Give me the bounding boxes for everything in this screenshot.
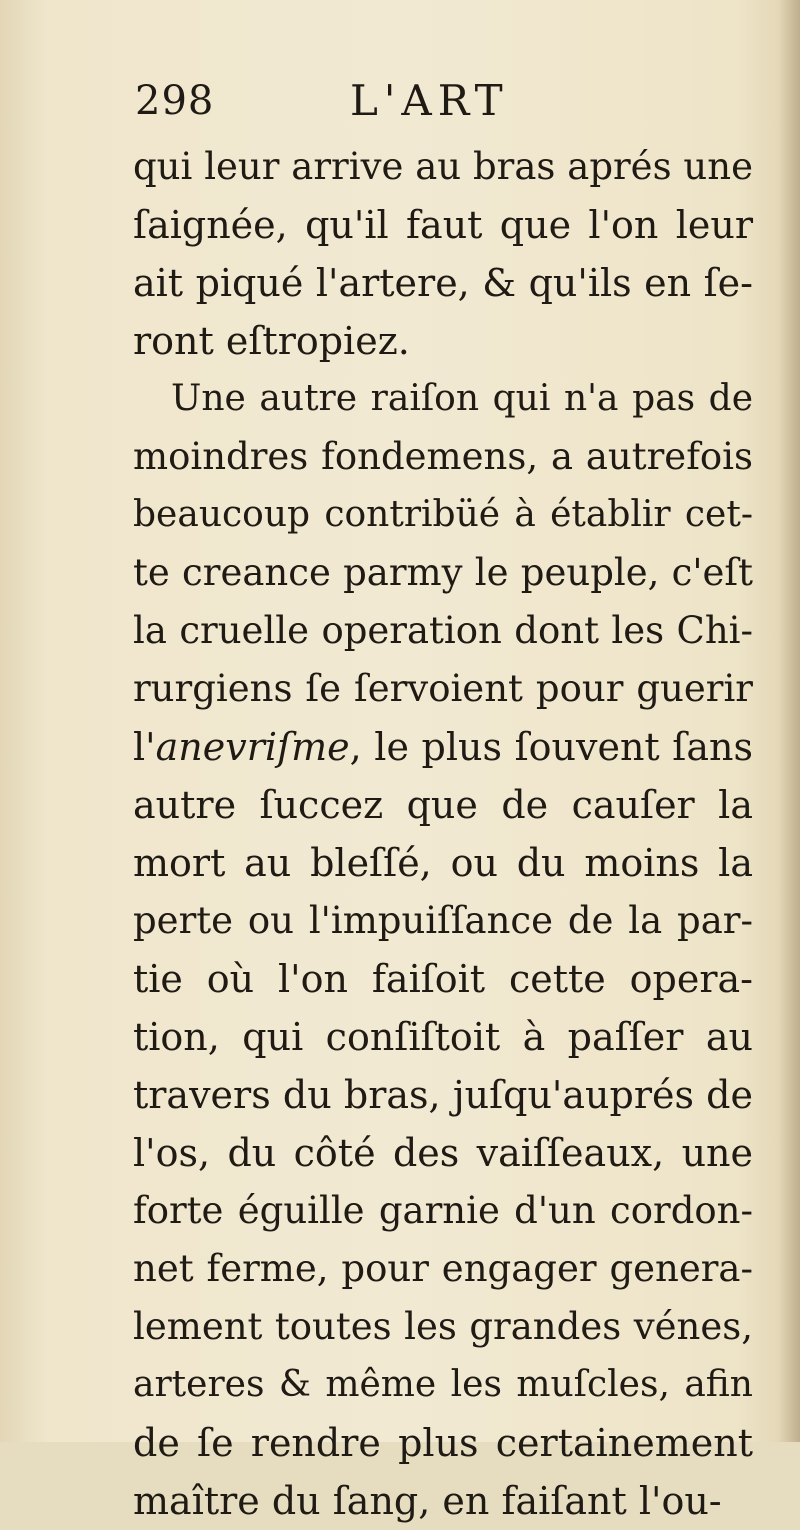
running-title: L'ART bbox=[350, 76, 509, 125]
text-line: tion, qui conſiſtoit à paſſer au bbox=[133, 1015, 753, 1059]
text-line: perte ou l'impuiſſance de la par- bbox=[133, 899, 753, 942]
text-line: arteres & même les muſcles, afin bbox=[133, 1364, 753, 1405]
text-line: travers du bras, juſqu'auprés de bbox=[133, 1073, 753, 1117]
text-line: ait piqué l'artere, & qu'ils en ſe- bbox=[133, 261, 753, 305]
text-line: l'anevriſme, le plus ſouvent ſans bbox=[133, 725, 753, 769]
text-line: tie où l'on faiſoit cette opera- bbox=[133, 957, 753, 1001]
text-line: lement toutes les grandes vénes, bbox=[133, 1305, 753, 1348]
text-line: autre ſuccez que de cauſer la bbox=[133, 783, 753, 827]
text-line: rurgiens ſe ſervoient pour guerir bbox=[133, 667, 753, 710]
text-line: mort au bleſſé, ou du moins la bbox=[133, 841, 753, 885]
text-line: Une autre raiſon qui n'a pas de bbox=[171, 378, 753, 419]
text-line: ſaignée, qu'il faut que l'on leur bbox=[133, 203, 753, 247]
body-text bbox=[133, 138, 753, 1530]
page-number: 298 bbox=[135, 78, 215, 124]
text-line: de ſe rendre plus certainement bbox=[133, 1421, 753, 1465]
text-line: qui leur arrive au bras aprés une bbox=[133, 145, 753, 188]
text-line: moindres fondemens, a autrefois bbox=[133, 435, 753, 478]
text-line: la cruelle operation dont les Chi- bbox=[133, 609, 753, 652]
page-header bbox=[135, 70, 755, 130]
text-line: ront eſtropiez. bbox=[133, 319, 410, 363]
text-line: beaucoup contribüé à établir cet- bbox=[133, 494, 753, 535]
text-line: l'os, du côté des vaiſſeaux, une bbox=[133, 1131, 753, 1175]
text-line: te creance parmy le peuple, c'eſt bbox=[133, 551, 753, 594]
page-edge-shadow bbox=[778, 0, 800, 1442]
text-line: net ferme, pour engager genera- bbox=[133, 1247, 753, 1290]
text-line: maître du ſang, en faiſant l'ou- bbox=[133, 1479, 722, 1523]
text-line: forte éguille garnie d'un cordon- bbox=[133, 1189, 753, 1232]
